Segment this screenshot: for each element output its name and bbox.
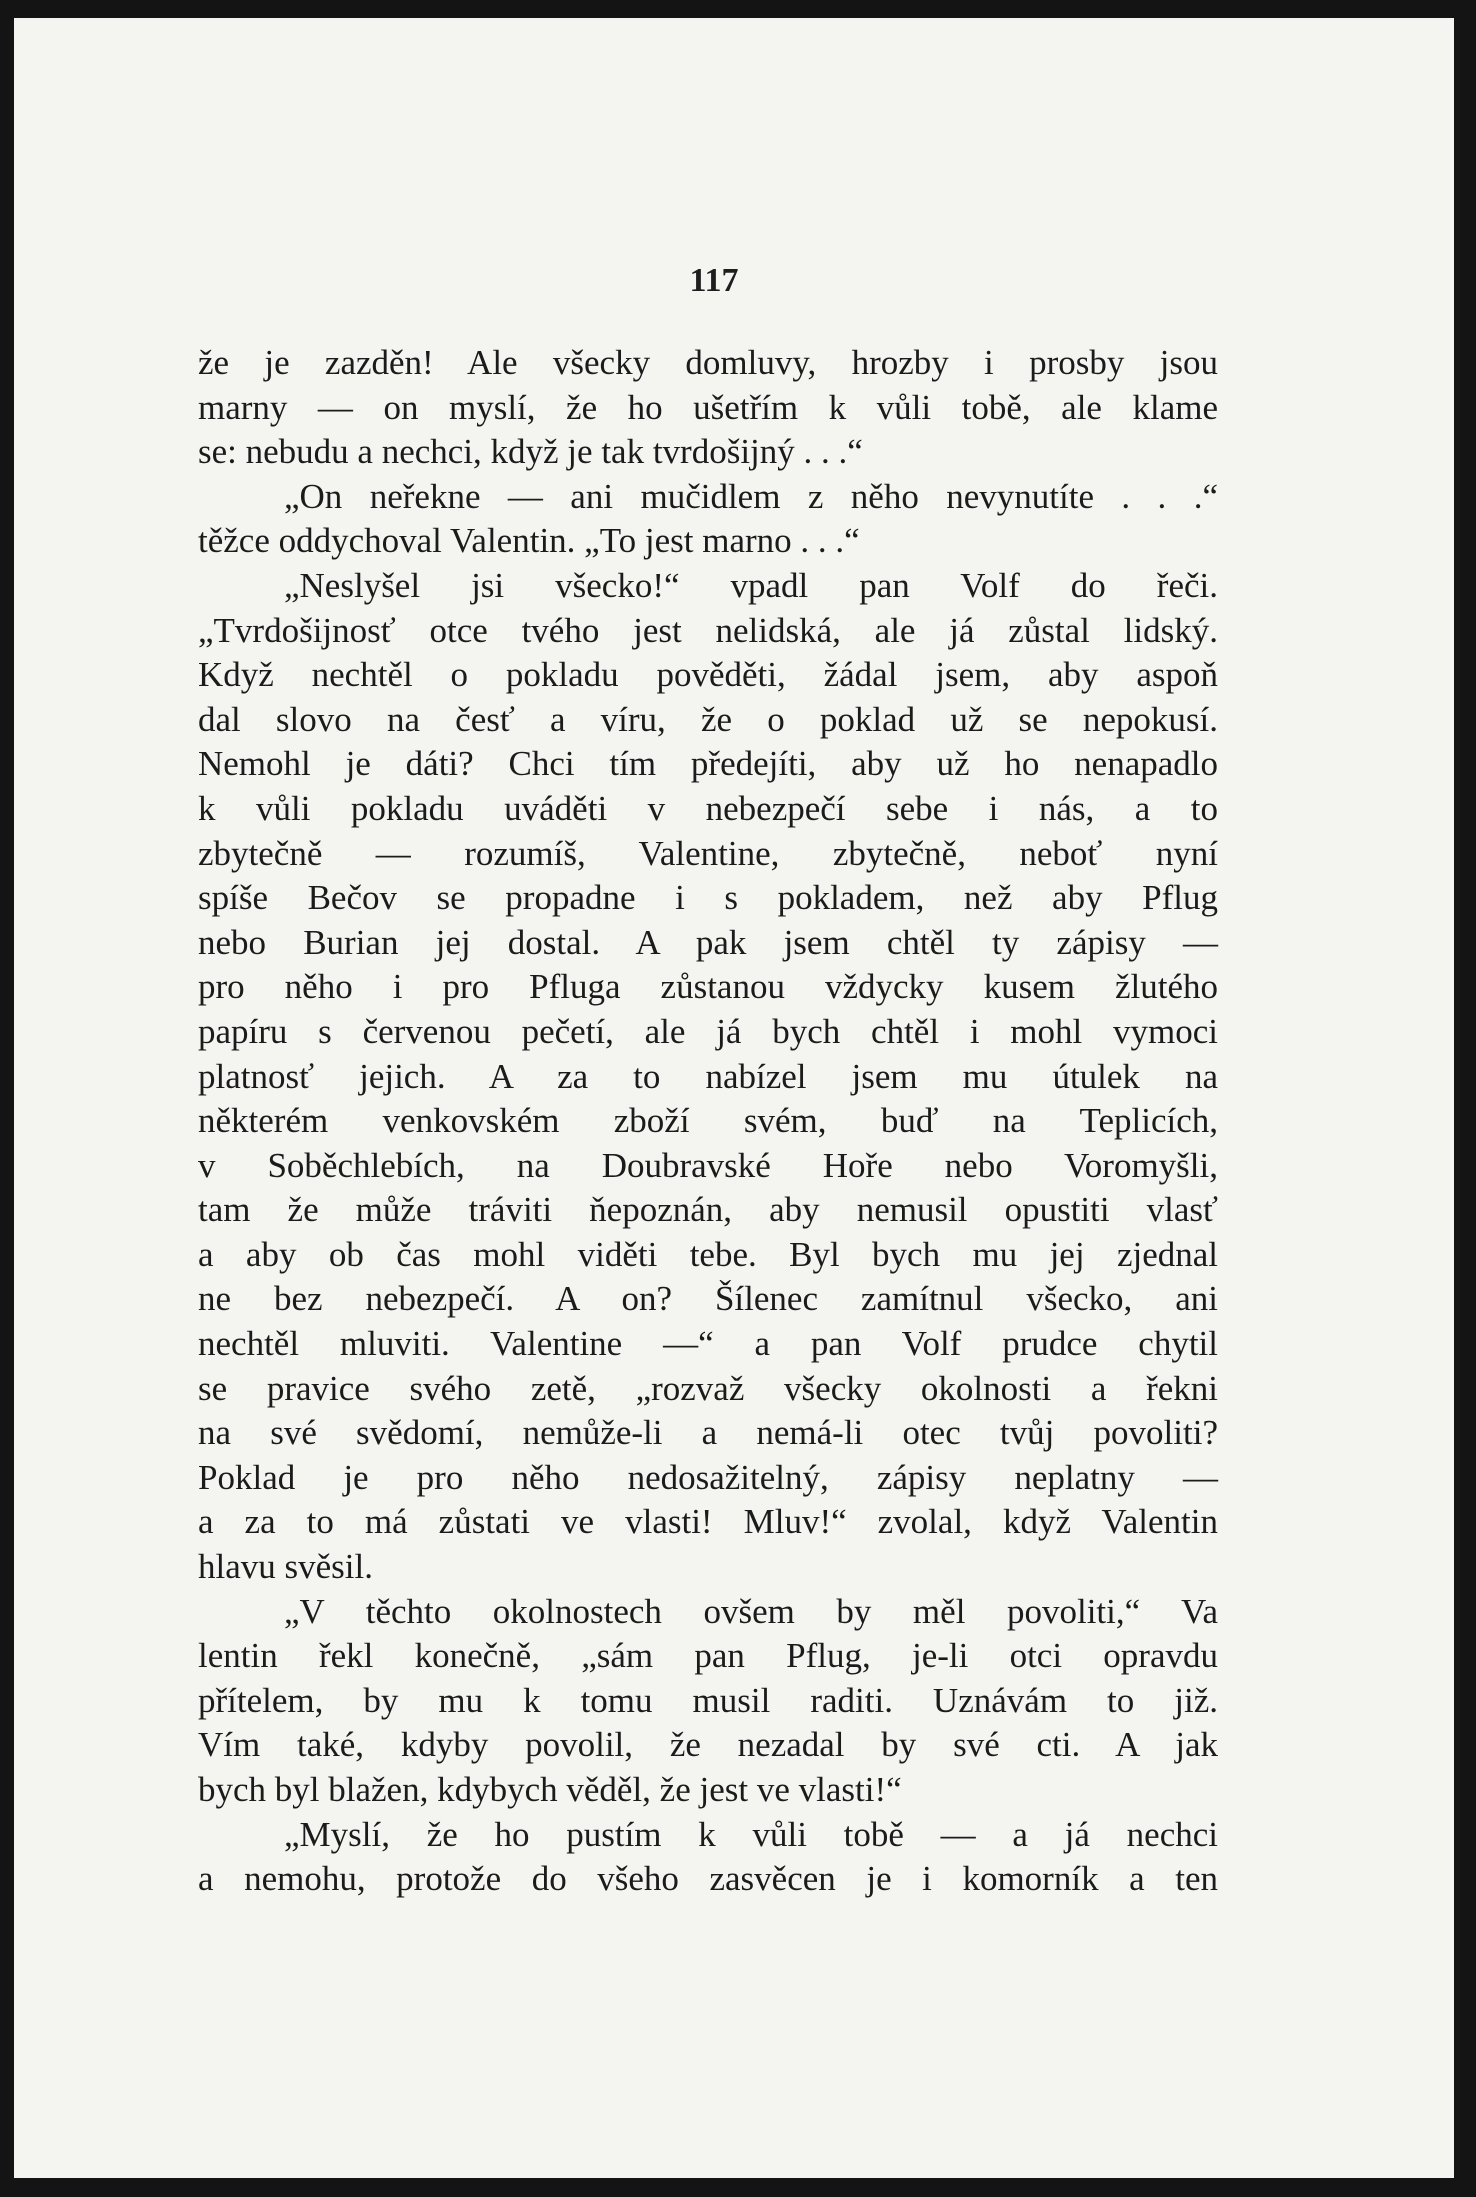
- text-line: se: nebudu a nechci, když je tak tvrdošijný . . .“: [198, 432, 863, 472]
- text-line: Poklad je pro něho nedosažitelný, zápisy neplatny —: [198, 1457, 1218, 1497]
- text-line: pro něho i pro Pfluga zůstanou vždycky kusem žlutého: [198, 967, 1218, 1007]
- text-line: v Soběchlebích, na Doubravské Hoře nebo Voromyšli,: [198, 1145, 1218, 1185]
- text-line: bych byl blažen, kdybych věděl, že jest ve vlasti!“: [198, 1770, 902, 1809]
- text-line: nebo Burian jej dostal. A pak jsem chtěl ty zápisy —: [198, 922, 1218, 962]
- body-text: [198, 341, 1218, 1902]
- text-line: platnosť jejich. A za to nabízel jsem mu útulek na: [198, 1056, 1218, 1096]
- text-line: některém venkovském zboží svém, buď na Teplicích,: [198, 1101, 1218, 1141]
- text-line: „Neslyšel jsi všecko!“ vpadl pan Volf do řeči.: [284, 565, 1218, 605]
- text-line: „On neřekne — ani mučidlem z něho nevynutíte . . .“: [284, 476, 1218, 516]
- text-line: nechtěl mluviti. Valentine —“ a pan Volf prudce chytil: [198, 1324, 1218, 1364]
- text-line: Vím také, kdyby povolil, že nezadal by své cti. A jak: [198, 1725, 1218, 1765]
- text-line: Nemohl je dáti? Chci tím předejíti, aby už ho nenapadlo: [198, 744, 1218, 784]
- text-line: tam že může tráviti ňepoznán, aby nemusil opustiti vlasť: [198, 1190, 1218, 1230]
- text-line: dal slovo na česť a víru, že o poklad už se nepokusí.: [198, 699, 1218, 739]
- text-line: že je zazděn! Ale všecky domluvy, hrozby i prosby jsou: [198, 343, 1218, 382]
- text-line: na své svědomí, nemůže-li a nemá-li otec tvůj povoliti?: [198, 1413, 1218, 1453]
- text-line: přítelem, by mu k tomu musil raditi. Uznávám to již.: [198, 1680, 1218, 1720]
- text-line: spíše Bečov se propadne i s pokladem, než aby Pflug: [198, 878, 1218, 918]
- text-line: „Myslí, že ho pustím k vůli tobě — a já nechci: [284, 1814, 1218, 1854]
- text-line: k vůli pokladu uváděti v nebezpečí sebe i nás, a to: [198, 788, 1218, 828]
- text-line: a nemohu, protože do všeho zasvěcen je i komorník a ten: [198, 1859, 1218, 1899]
- page-number: 117: [689, 262, 739, 299]
- text-line: hlavu svěsil.: [198, 1547, 373, 1587]
- text-line: marny — on myslí, že ho ušetřím k vůli tobě, ale klame: [198, 387, 1218, 427]
- text-line: a za to má zůstati ve vlasti! Mluv!“ zvolal, když Valentin: [198, 1502, 1218, 1542]
- text-line: těžce oddychoval Valentin. „To jest marno . . .“: [198, 521, 860, 561]
- text-line: „V těchto okolnostech ovšem by měl povoliti,“ Va: [284, 1591, 1218, 1631]
- text-line: lentin řekl konečně, „sám pan Pflug, je-li otci opravdu: [198, 1636, 1218, 1676]
- text-line: Když nechtěl o pokladu pověděti, žádal jsem, aby aspoň: [198, 655, 1218, 695]
- text-line: a aby ob čas mohl viděti tebe. Byl bych mu jej zjednal: [198, 1234, 1218, 1274]
- text-line: ne bez nebezpečí. A on? Šílenec zamítnul všecko, ani: [198, 1279, 1218, 1319]
- text-line: zbytečně — rozumíš, Valentine, zbytečně, neboť nyní: [198, 833, 1218, 873]
- text-line: se pravice svého zetě, „rozvaž všecky okolnosti a řekni: [198, 1368, 1218, 1408]
- text-line: „Tvrdošijnosť otce tvého jest nelidská, ale já zůstal lidský.: [198, 610, 1218, 650]
- text-line: papíru s červenou pečetí, ale já bych chtěl i mohl vymoci: [198, 1011, 1218, 1051]
